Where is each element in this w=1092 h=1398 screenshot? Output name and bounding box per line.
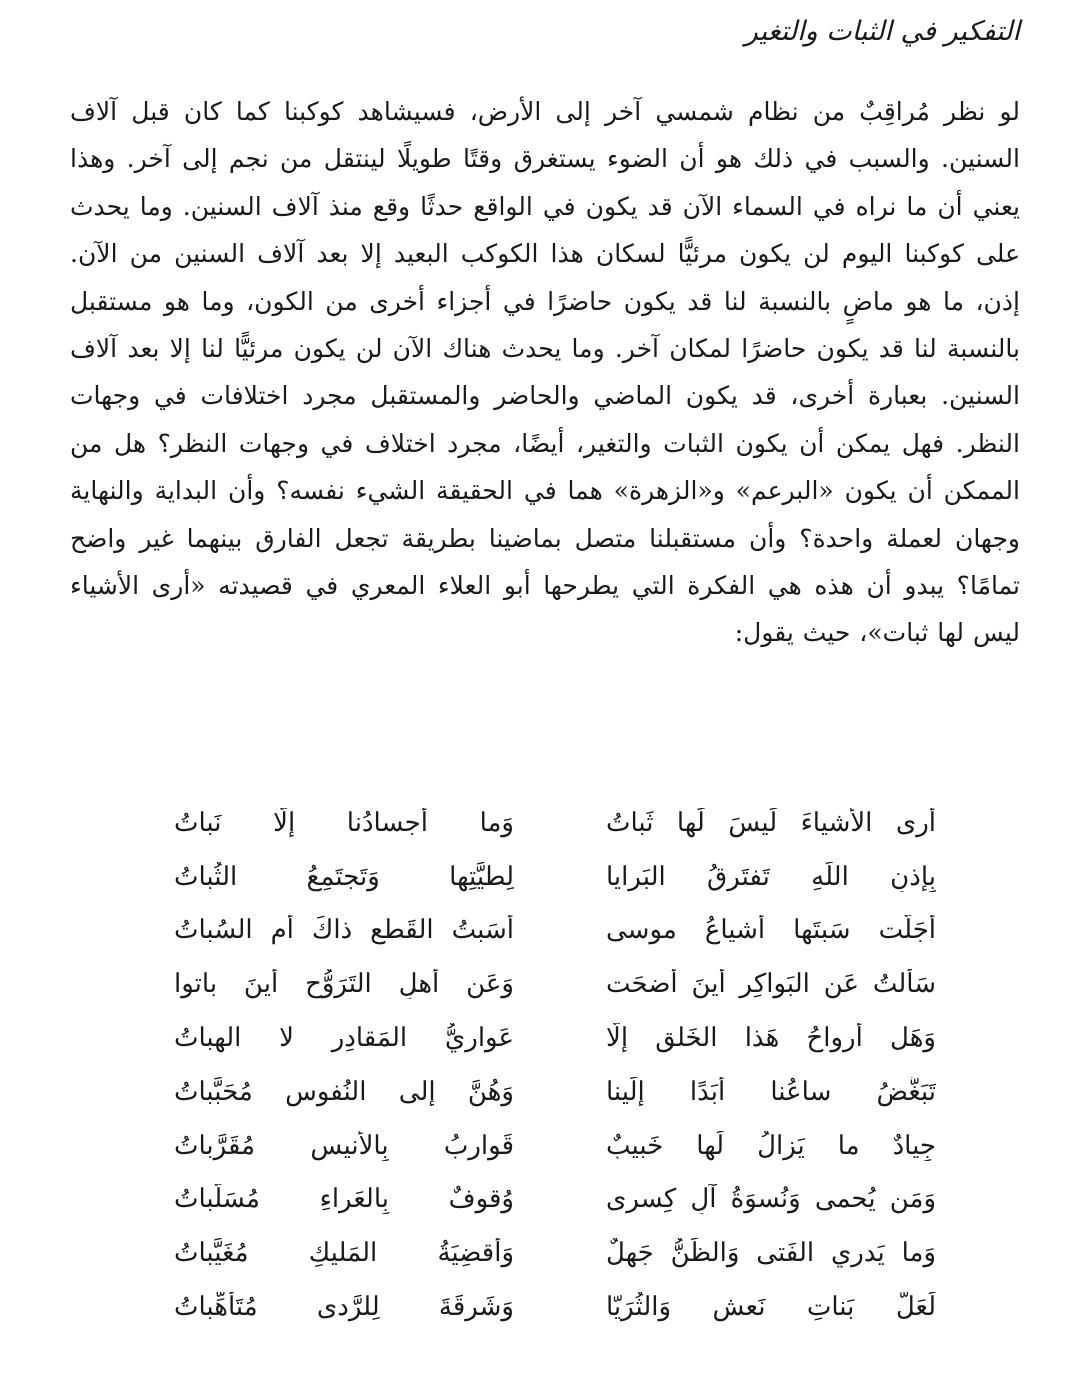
first-hemistich: وَهَل أَرواحُ هَذا الخَلقِ إِلّا [606,1023,936,1054]
second-hemistich: وَما أَجسادُنا إِلّا نَباتُ [174,807,514,838]
first-hemistich: لَعَلَّ بَناتِ نَعشٍ وَالثُرَيّا [606,1292,936,1323]
poem-verse [174,1011,936,1065]
poem-verse [174,1065,936,1119]
poem-verse [174,1119,936,1173]
second-hemistich: أَسَبتُ القَطعِ ذاكَ أَمِ السُباتُ [174,915,514,946]
first-hemistich: أَجَلَّت سَبتَها أَشياعُ موسى [606,915,936,946]
first-hemistich: جِيادٌ ما يَزالُ لَها خَبيبٌ [606,1130,936,1161]
first-hemistich: بِإِذنِ اللَهِ تَفتَرِقُ البَرايا [606,861,936,892]
first-hemistich: وَمَن يُحمى وَنُسوَةُ آلِ كِسرى [606,1184,936,1215]
second-hemistich: لِطيَّتِها وَتَجتَمِعُ الثُباتُ [174,861,514,892]
second-hemistich: وَأَقضِيَةُ المَليكِ مُغَيَّباتُ [174,1238,514,1269]
second-hemistich: وَشَرقَةَ لِلرَّدى مُتَأَهِّباتُ [174,1292,514,1323]
body-paragraph: لو نظر مُراقِبٌ من نظام شمسي آخر إلى الأرض، فسيشاهد كوكبنا كما كان قبل آلاف السنين. والسبب في ذلك هو أن الضوء يستغرق وقتًا طويلًا لينتقل من نجم إلى آخر. وهذا يعني أن ما نراه في السماء الآن قد يكون في الواقع حدثًا وقع منذ آلاف السنين. وما يحدث على كوكبنا اليوم لن يكون مرئيًّا لسكان هذا الكوكب البعيد إلا بعد آلاف السنين من الآن. إذن، ما هو ماضٍ بالنسبة لنا قد يكون حاضرًا في أجزاء أخرى من الكون، وما هو مستقبل بالنسبة لنا قد يكون حاضرًا لمكان آخر. وما يحدث هناك الآن لن يكون مرئيًّا لنا إلا بعد آلاف السنين. بعبارة أخرى، قد يكون الماضي والحاضر والمستقبل مجرد اختلافات في وجهات النظر. فهل يمكن أن يكون الثبات والتغير، أيضًا، مجرد اختلاف في وجهات النظر؟ هل من الممكن أن يكون «البرعم» و«الزهرة» هما في الحقيقة الشيء نفسه؟ وأن البداية والنهاية وجهان لعملة واحدة؟ وأن مستقبلنا متصل بماضينا بطريقة تجعل الفارق بينهما غير واضح تمامًا؟ يبدو أن هذه هي الفكرة التي يطرحها أبو العلاء المعري في قصيدته «أرى الأشياء ليس لها ثبات»، حيث يقول: [70,97,1020,648]
poem-verse [174,850,936,904]
running-header: التفكير في الثبات والتغير [744,16,1020,47]
second-hemistich: عَوارِيُّ المَقادِرِ لا الهِباتُ [174,1023,514,1054]
second-hemistich: وَعَن أَهلِ التَرَوُّحِ أَينَ باتوا [174,969,514,1000]
poem-verse [174,796,936,850]
poem-verse [174,1280,936,1334]
first-hemistich: تَبَغَّضُ ساعُنا أَبَدًا إِلَينا [606,1076,936,1107]
second-hemistich: قَوارِبُ بِالأَنيسِ مُقَرَّباتُ [174,1130,514,1161]
first-hemistich: أَرى الأَشياءَ لَيسَ لَها ثَباتُ [606,807,936,838]
poem-verse [174,904,936,958]
first-hemistich: وَما يَدري الفَتى وَالظَنُّ جَهلٌ [606,1238,936,1269]
poem-verse [174,1173,936,1227]
second-hemistich: وَهُنَّ إِلى النُفوسِ مُحَبَّباتُ [174,1076,514,1107]
poem [174,796,936,1334]
second-hemistich: وُقوفٌ بِالعَراءِ مُسَلَّباتُ [174,1184,514,1215]
poem-verse [174,957,936,1011]
poem-verse [174,1226,936,1280]
first-hemistich: سَأَلتُ عَنِ البَواكِرِ أَينَ أَضحَت [606,969,936,1000]
